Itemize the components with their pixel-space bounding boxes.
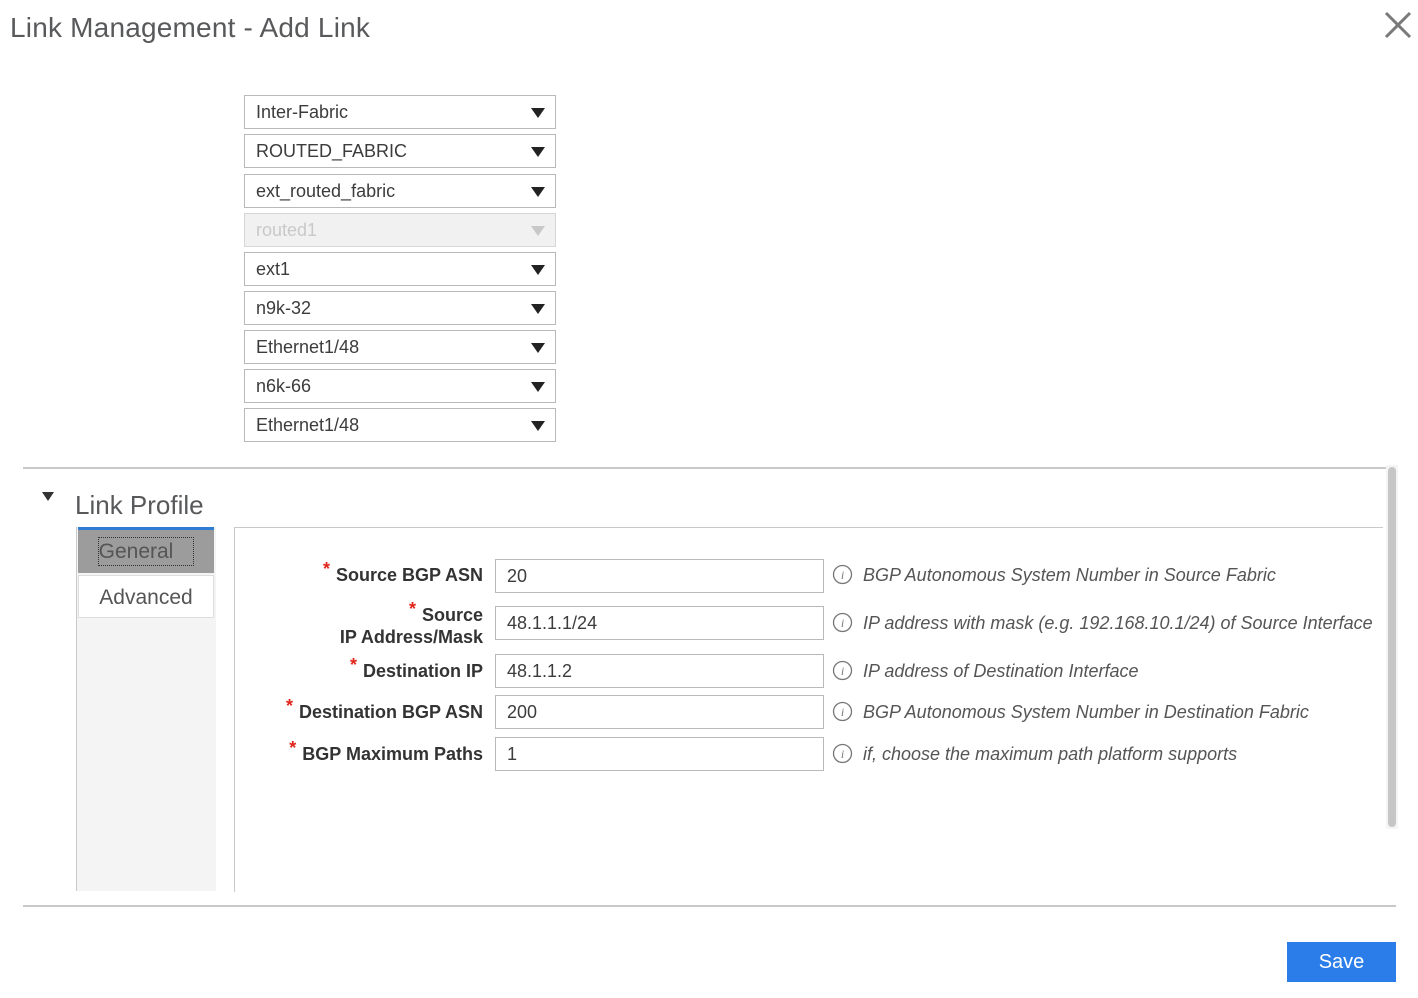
source-ip-mask-label: * Source IP Address/Mask [339,599,483,647]
save-button[interactable]: Save [1287,942,1396,982]
svg-text:i: i [840,664,845,678]
source-bgp-asn-input[interactable]: 20 [495,559,824,593]
chevron-down-icon [531,226,545,236]
source-interface-select[interactable]: Ethernet1/48 [244,330,556,364]
chevron-down-icon [531,304,545,314]
chevron-down-icon [531,382,545,392]
destination-interface-select[interactable]: Ethernet1/48 [244,408,556,442]
section-divider [23,467,1396,469]
svg-text:i: i [840,747,845,761]
chevron-down-icon [531,108,545,118]
destination-fabric-select[interactable]: ext1 [244,252,556,286]
vertical-scrollbar[interactable] [1386,465,1398,829]
svg-text:i: i [840,705,845,719]
chevron-down-icon [531,265,545,275]
info-icon [832,660,853,681]
scrollbar-thumb[interactable] [1388,467,1396,827]
close-icon[interactable] [1381,8,1415,42]
info-icon [832,743,853,764]
info-icon [832,701,853,722]
info-icon [832,564,853,585]
collapse-triangle-icon[interactable] [42,492,54,501]
source-ip-mask-help: IP address with mask (e.g. 192.168.10.1/24) of Source Interface [863,613,1373,633]
source-bgp-asn-label: * Source BGP ASN [322,559,483,585]
destination-bgp-asn-help: BGP Autonomous System Number in Destination Fabric [863,702,1309,722]
bgp-max-paths-help: if, choose the maximum path platform supports [863,744,1238,764]
footer-divider [23,905,1396,907]
chevron-down-icon [531,187,545,197]
link-type-select[interactable]: Inter-Fabric [244,95,556,129]
chevron-down-icon [531,421,545,431]
source-ip-mask-input[interactable]: 48.1.1.1/24 [495,606,824,640]
svg-text:i: i [840,616,845,630]
destination-ip-label: * Destination IP [349,655,483,681]
chevron-down-icon [531,147,545,157]
chevron-down-icon [531,343,545,353]
link-profile-title: Link Profile [75,490,204,520]
link-subtype-select[interactable]: ROUTED_FABRIC [244,134,556,168]
source-fabric-select: routed1 [244,213,556,247]
bgp-max-paths-label: * BGP Maximum Paths [289,738,483,764]
source-device-select[interactable]: n9k-32 [244,291,556,325]
tab-advanced[interactable]: Advanced [78,575,214,618]
destination-ip-input[interactable]: 48.1.1.2 [495,654,824,688]
destination-bgp-asn-label: * Destination BGP ASN [285,696,483,722]
bgp-max-paths-input[interactable]: 1 [495,737,824,771]
destination-device-select[interactable]: n6k-66 [244,369,556,403]
dialog-title: Link Management - Add Link [10,12,371,43]
tab-general[interactable]: General [78,530,214,573]
svg-text:i: i [840,568,845,582]
link-template-select[interactable]: ext_routed_fabric [244,174,556,208]
info-icon [832,612,853,633]
destination-ip-help: IP address of Destination Interface [863,661,1139,681]
source-bgp-asn-help: BGP Autonomous System Number in Source Fabric [863,565,1276,585]
destination-bgp-asn-input[interactable]: 200 [495,695,824,729]
